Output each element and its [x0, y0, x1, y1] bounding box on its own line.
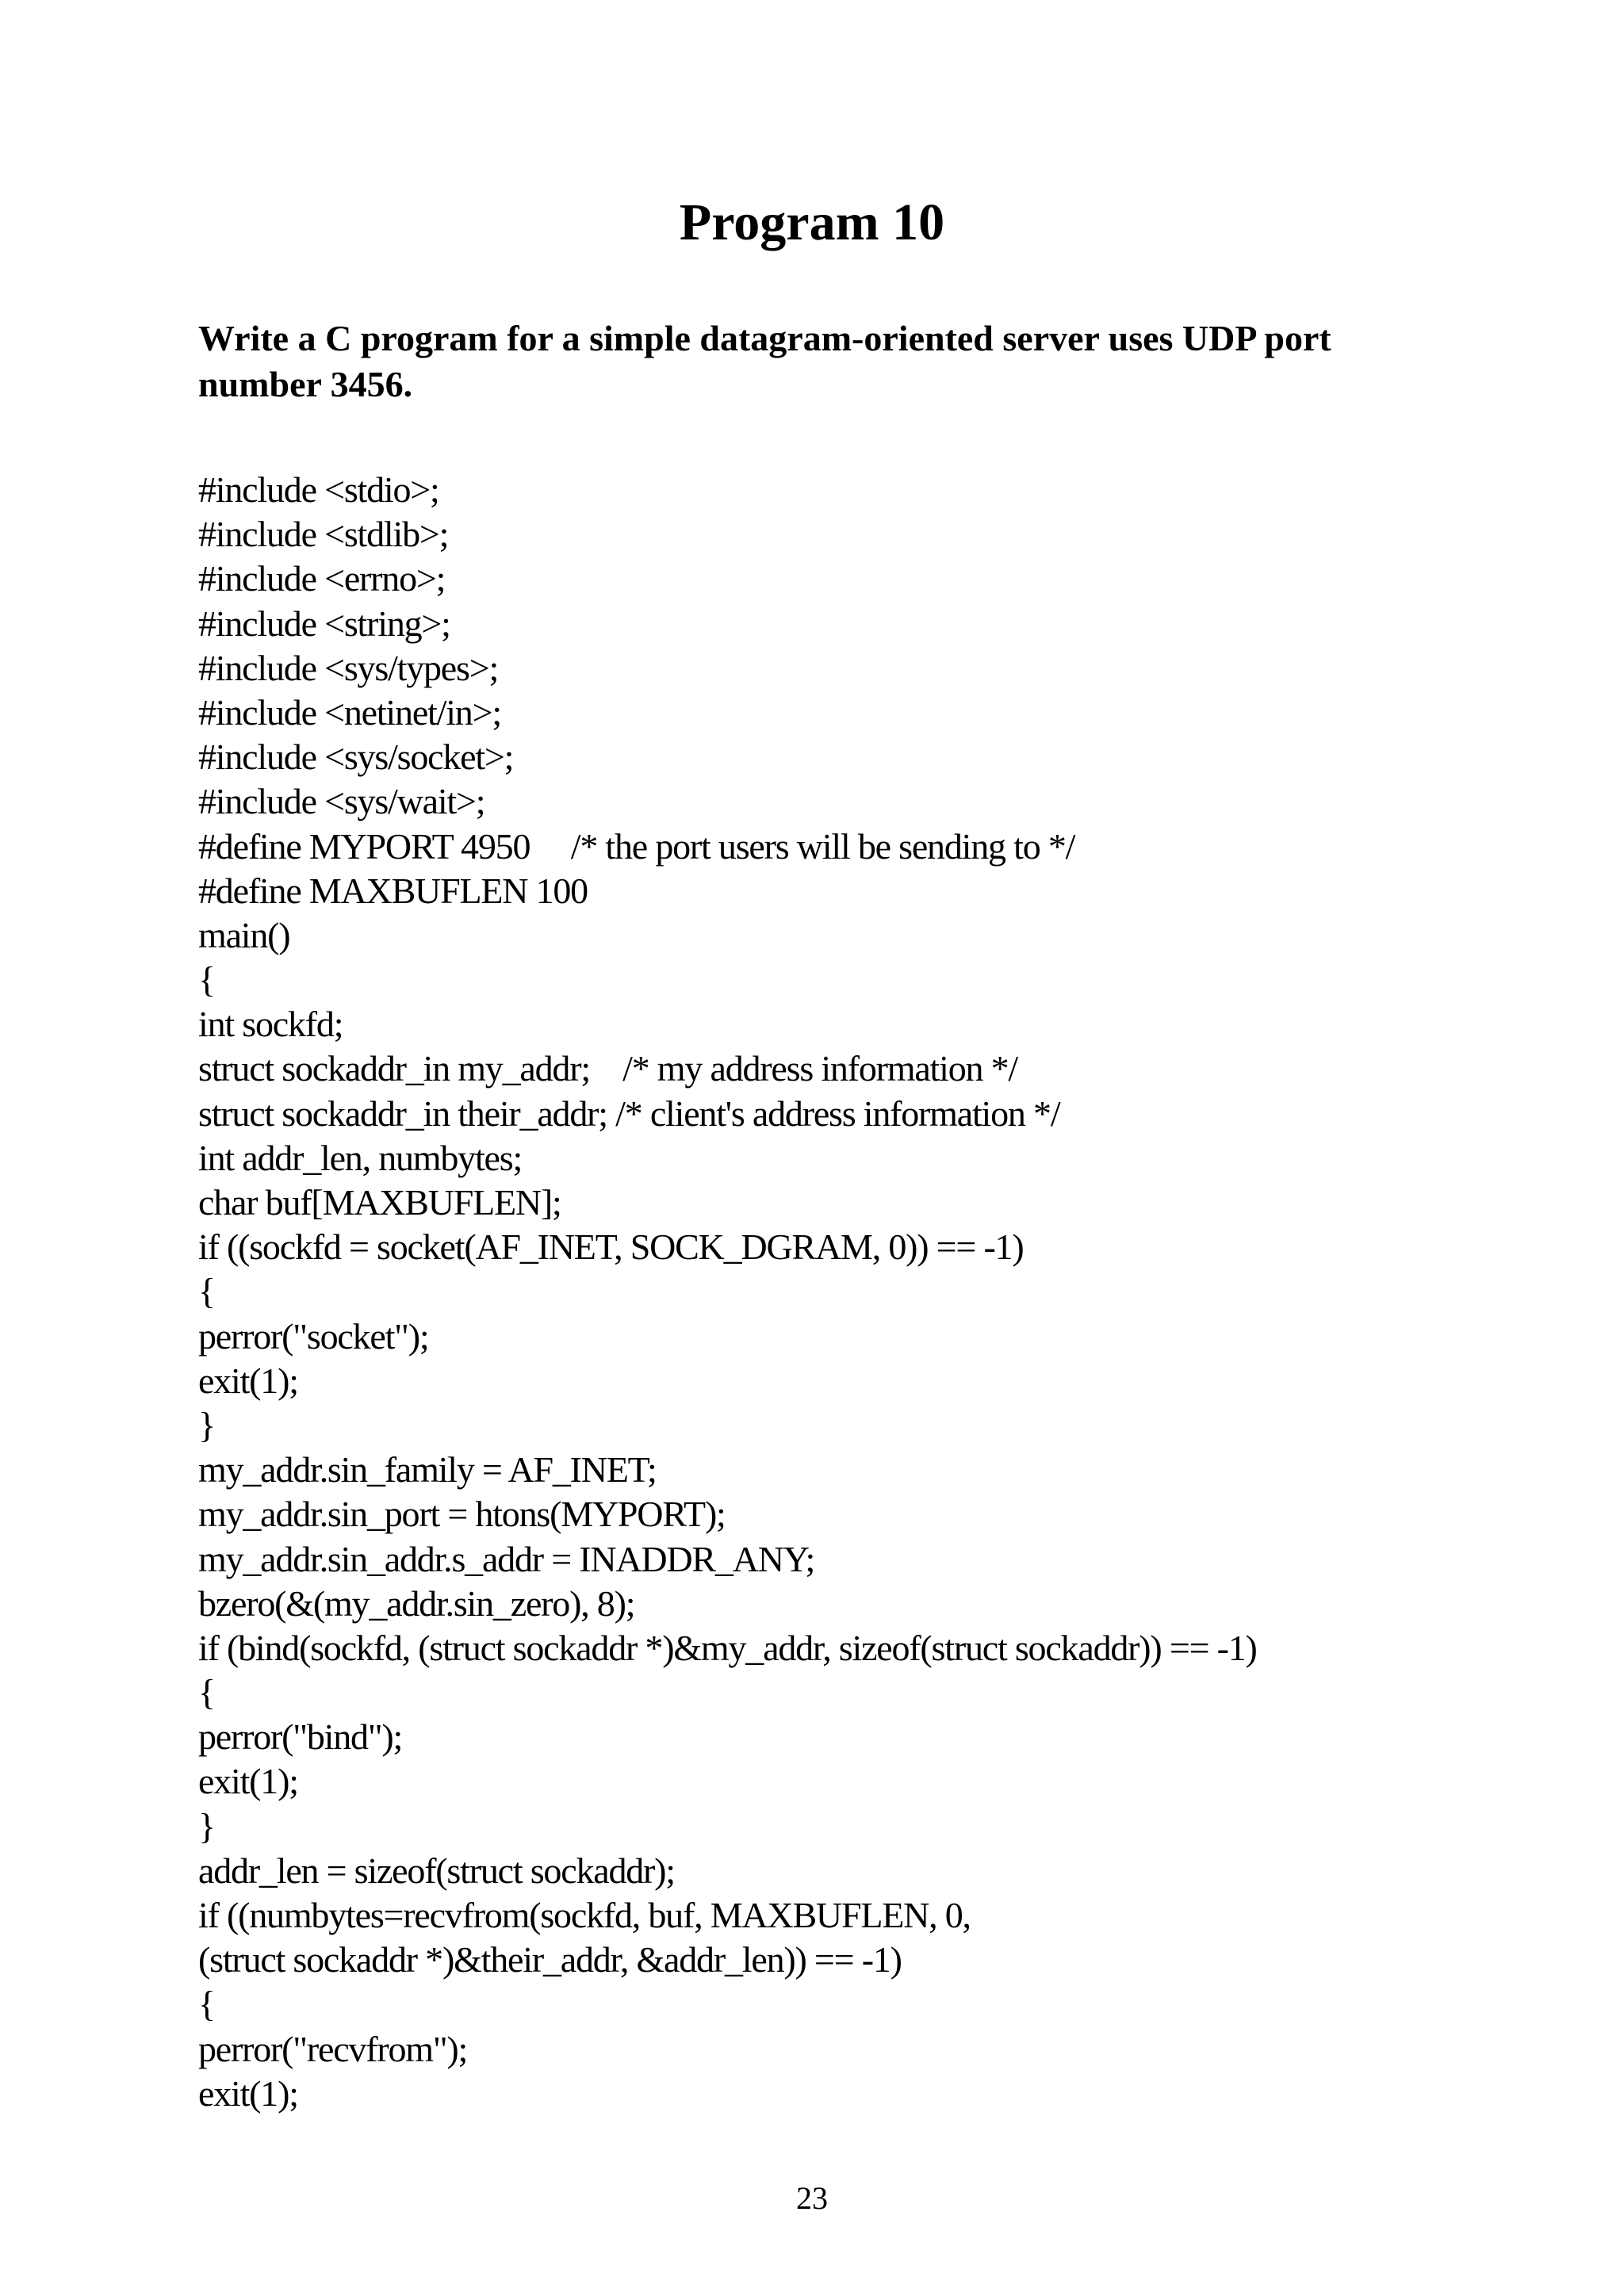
- code-line: {: [198, 959, 215, 1001]
- code-line: perror("recvfrom");: [198, 2028, 468, 2069]
- code-line: #include <sys/socket>;: [198, 737, 514, 778]
- code-line: exit(1);: [198, 1761, 298, 1802]
- code-line: #include <sys/wait>;: [198, 781, 485, 822]
- code-line: #define MYPORT 4950 /* the port users will be sending to */: [198, 825, 1075, 867]
- code-line: (struct sockaddr *)&their_addr, &addr_len)) == -1): [198, 1939, 902, 1980]
- code-line: {: [198, 1271, 215, 1312]
- code-line: char buf[MAXBUFLEN];: [198, 1182, 561, 1223]
- code-line: my_addr.sin_addr.s_addr = INADDR_ANY;: [198, 1538, 815, 1579]
- code-line: }: [198, 1404, 215, 1445]
- code-line: #define MAXBUFLEN 100: [198, 870, 588, 911]
- code-line: #include <sys/types>;: [198, 647, 499, 688]
- code-line: #include <string>;: [198, 603, 450, 644]
- code-line: struct sockaddr_in my_addr; /* my address information */: [198, 1048, 1017, 1089]
- code-line: main(): [198, 914, 290, 955]
- code-line: if (bind(sockfd, (struct sockaddr *)&my_addr, sizeof(struct sockaddr)) == -1): [198, 1627, 1257, 1668]
- task-statement: Write a C program for a simple datagram-oriented server uses UDP port number 3456.: [198, 318, 1331, 404]
- page-number: 23: [796, 2180, 828, 2216]
- code-line: #include <stdlib>;: [198, 514, 449, 555]
- page-title: Program 10: [679, 193, 945, 251]
- code-line: addr_len = sizeof(struct sockaddr);: [198, 1850, 675, 1891]
- code-line: if ((sockfd = socket(AF_INET, SOCK_DGRAM, 0)) == -1): [198, 1226, 1024, 1268]
- code-line: #include <netinet/in>;: [198, 691, 501, 733]
- code-line: {: [198, 1672, 215, 1713]
- code-listing: [198, 468, 1467, 2116]
- code-line: if ((numbytes=recvfrom(sockfd, buf, MAXBUFLEN, 0,: [198, 1895, 971, 1935]
- code-line: int sockfd;: [198, 1004, 343, 1045]
- code-line: struct sockaddr_in their_addr; /* client's address information */: [198, 1093, 1060, 1134]
- code-line: perror("bind");: [198, 1716, 403, 1758]
- code-line: exit(1);: [198, 1360, 298, 1401]
- code-line: bzero(&(my_addr.sin_zero), 8);: [198, 1582, 635, 1624]
- code-line: #include <errno>;: [198, 558, 446, 599]
- code-line: #include <stdio>;: [198, 469, 439, 510]
- code-line: exit(1);: [198, 2072, 298, 2114]
- code-line: {: [198, 1984, 215, 2025]
- code-line: perror("socket");: [198, 1315, 429, 1357]
- code-line: }: [198, 1805, 215, 1846]
- code-line: int addr_len, numbytes;: [198, 1137, 523, 1178]
- code-line: my_addr.sin_family = AF_INET;: [198, 1449, 657, 1490]
- code-line: my_addr.sin_port = htons(MYPORT);: [198, 1494, 726, 1535]
